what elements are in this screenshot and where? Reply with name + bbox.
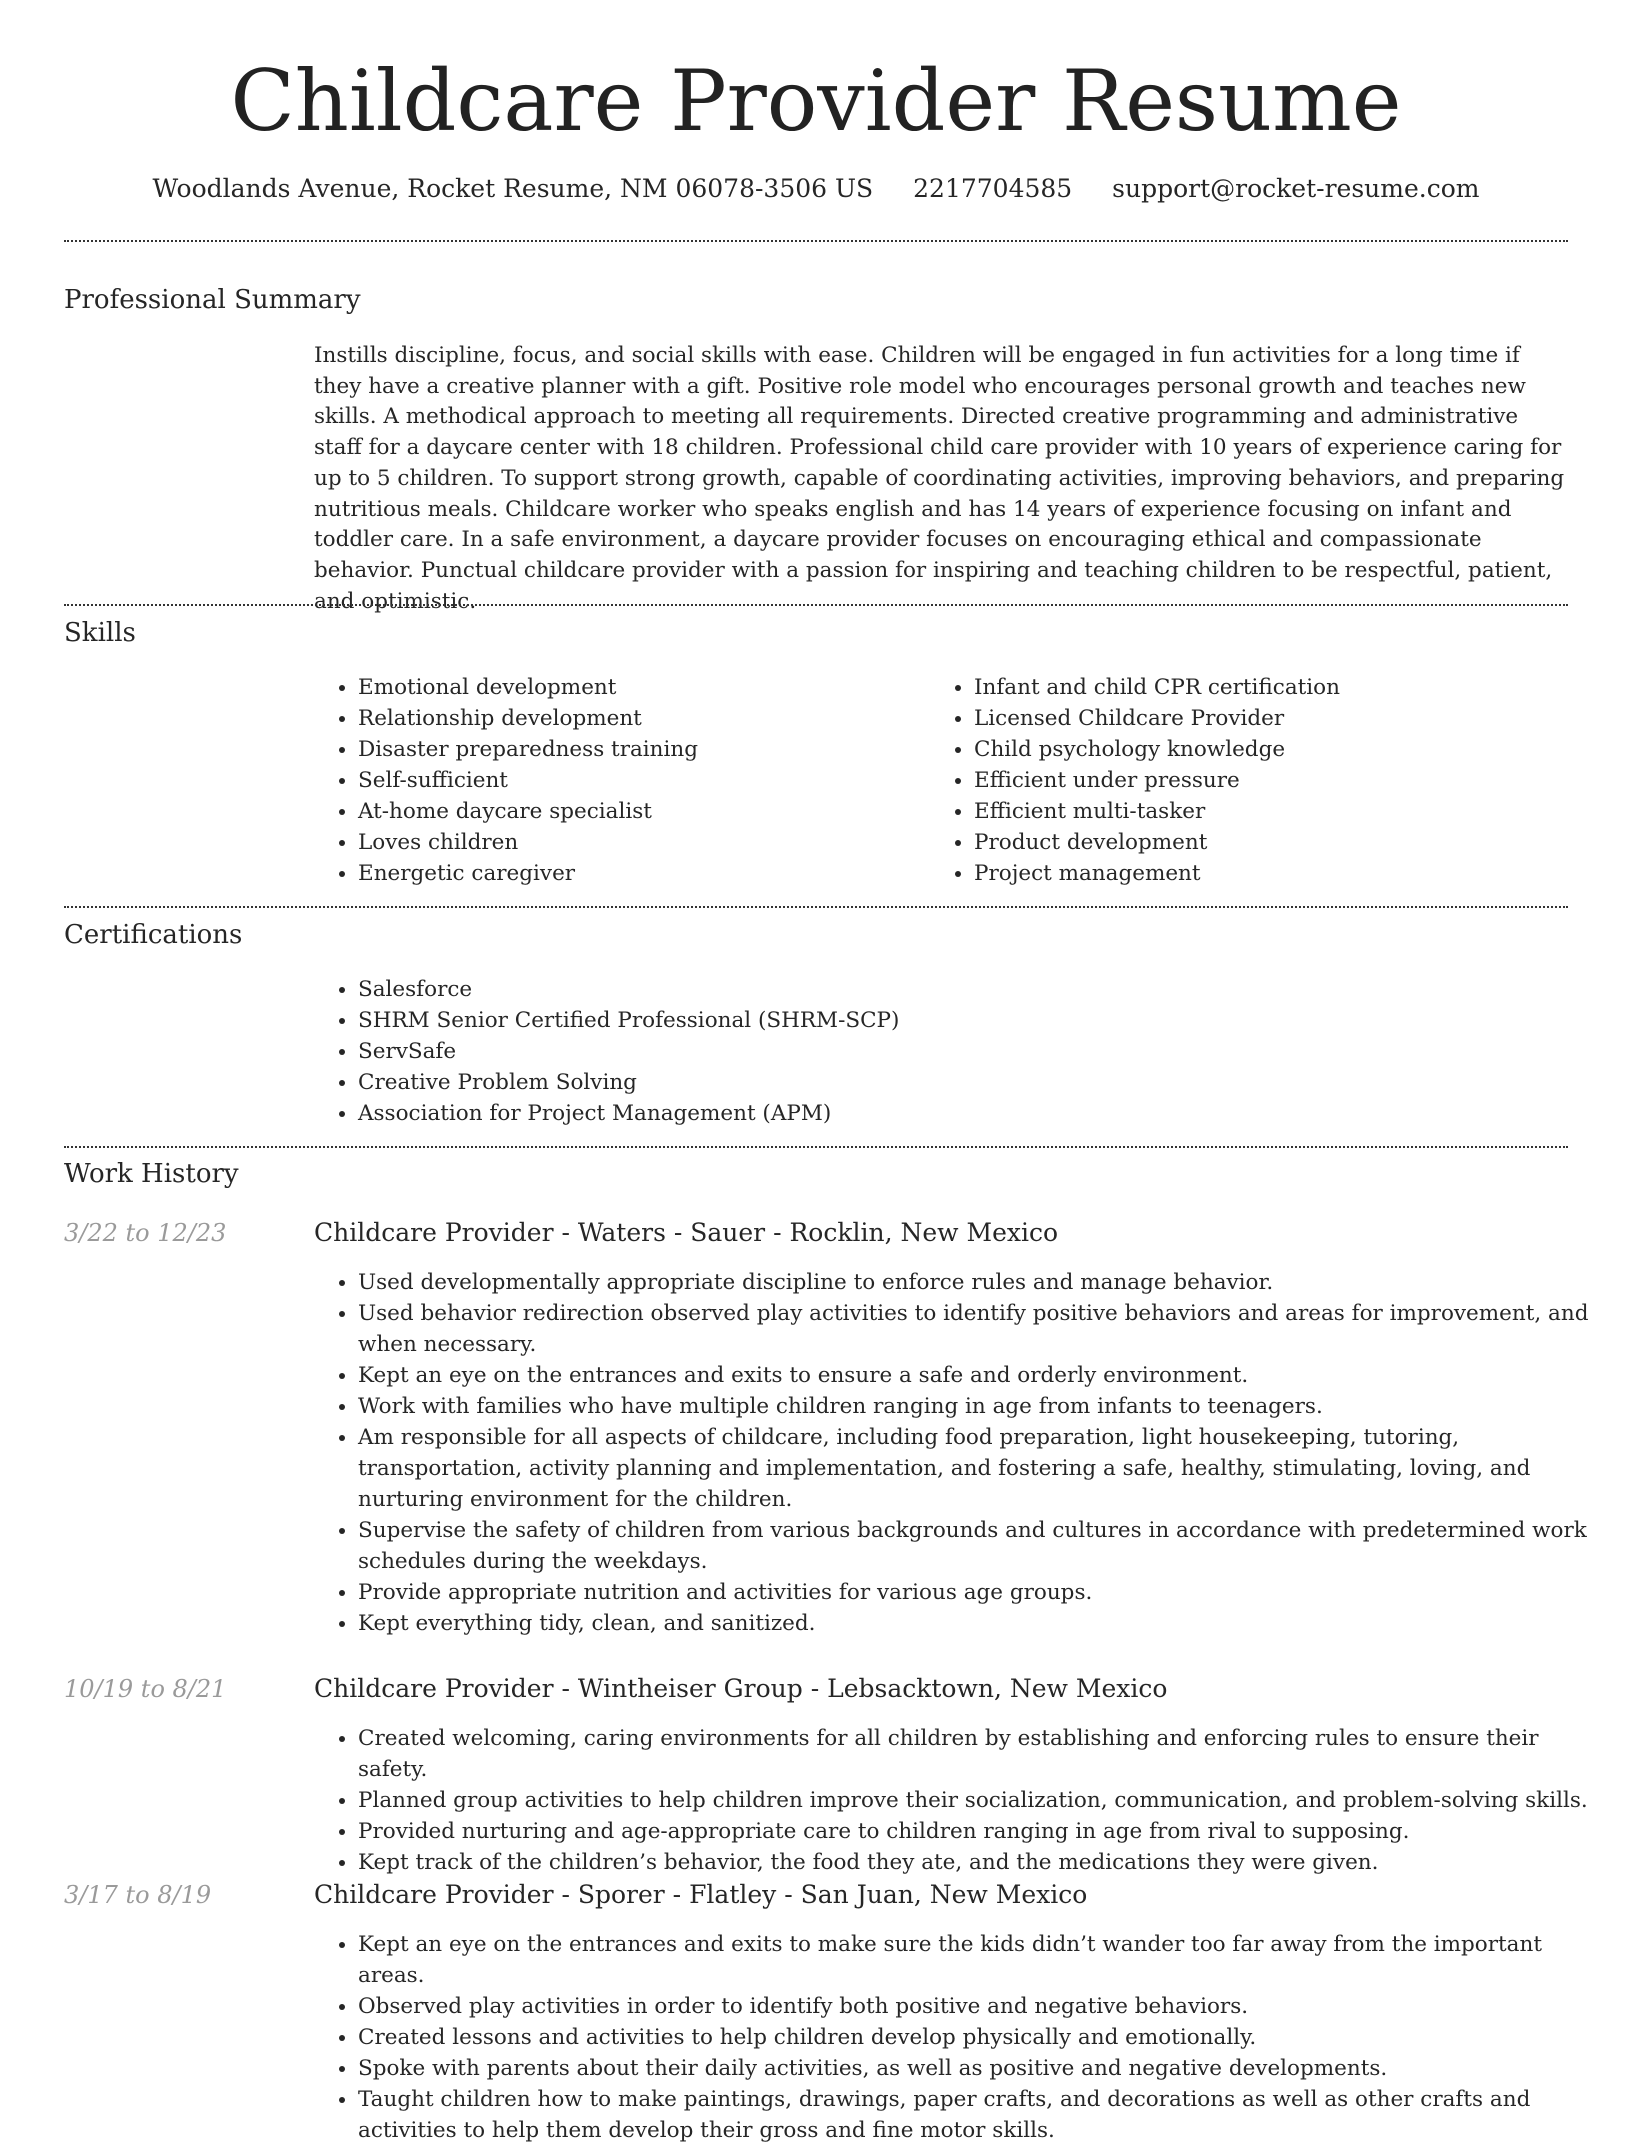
- list-item: • Provide appropriate nutrition and activities for various age groups.: [358, 1577, 1614, 1608]
- list-item: • Am responsible for all aspects of childcare, including food preparation, light housekeeping, tutoring, transportation, activity planning and implementation, and fostering a safe, healthy, stimulating, loving, and nurturing environment for the children.: [358, 1422, 1614, 1515]
- list-item: • Created welcoming, caring environments for all children by establishing and enforcing rules to ensure their safety.: [358, 1723, 1614, 1785]
- divider: [64, 604, 1568, 606]
- list-item: • Relationship development: [358, 703, 928, 734]
- job-duties-list: [314, 1723, 1614, 1878]
- summary-text: Instills discipline, focus, and social skills with ease. Children will be engaged in fun activities for a long time if they have a creative planner with a gift. Positive role model who encourages personal growth and teaches new skills. A methodical approach to meeting all requirements. Directed creative programming and administrative staff for a daycare center with 18 children. Professional child care provider with 10 years of experience caring for up to 5 children. To support strong growth, capable of coordinating activities, improving behaviors, and preparing nutritious meals. Childcare worker who speaks english and has 14 years of experience focusing on infant and toddler care. In a safe environment, a daycare provider focuses on encouraging ethical and compassionate behavior. Punctual childcare provider with a passion for inspiring and teaching children to be respectful, patient, and optimistic.: [314, 343, 1565, 614]
- list-item: • Association for Project Management (APM): [358, 1098, 1558, 1129]
- list-item: • Creative Problem Solving: [358, 1067, 1558, 1098]
- contact-phone: 2217704585: [913, 174, 1073, 203]
- list-item: • Efficient under pressure: [974, 765, 1574, 796]
- job-duties-list: [314, 1267, 1614, 1639]
- list-item: • Kept an eye on the entrances and exits to make sure the kids didn’t wander too far away from the important areas.: [358, 1929, 1614, 1991]
- list-item: • Kept track of the children’s behavior, the food they ate, and the medications they were given.: [358, 1847, 1614, 1878]
- contact-email: support@rocket-resume.com: [1112, 174, 1480, 203]
- job-duties-list: [314, 1929, 1614, 2146]
- list-item: • Child psychology knowledge: [974, 734, 1574, 765]
- list-item: • Work with families who have multiple children ranging in age from infants to teenagers.: [358, 1391, 1614, 1422]
- list-item: • Planned group activities to help children improve their socialization, communication, and problem-solving skills.: [358, 1785, 1614, 1816]
- list-item: • Used developmentally appropriate discipline to enforce rules and manage behavior.: [358, 1267, 1614, 1298]
- list-item: • Created lessons and activities to help children develop physically and emotionally.: [358, 2022, 1614, 2053]
- list-item: • Spoke with parents about their daily activities, as well as positive and negative developments.: [358, 2053, 1614, 2084]
- divider: [64, 1146, 1568, 1148]
- list-item: • Observed play activities in order to identify both positive and negative behaviors.: [358, 1991, 1614, 2022]
- job-dates: 10/19 to 8/21: [64, 1675, 227, 1703]
- section-title-work-history: Work History: [64, 1159, 239, 1189]
- skills-list-left: [314, 672, 928, 889]
- list-item: • Efficient multi-tasker: [974, 796, 1574, 827]
- list-item: • SHRM Senior Certified Professional (SHRM-SCP): [358, 1005, 1558, 1036]
- skills-list-right: [930, 672, 1574, 889]
- list-item: • Emotional development: [358, 672, 928, 703]
- list-item: • Supervise the safety of children from various backgrounds and cultures in accordance with predetermined work schedules during the weekdays.: [358, 1515, 1614, 1577]
- contact-line: [0, 170, 1632, 208]
- job-title: Childcare Provider - Sporer - Flatley - San Juan, New Mexico: [314, 1880, 1088, 1909]
- job-title: Childcare Provider - Wintheiser Group - Lebsacktown, New Mexico: [314, 1674, 1168, 1703]
- list-item: • Salesforce: [358, 974, 1558, 1005]
- list-item: • Project management: [974, 858, 1574, 889]
- job-dates: 3/17 to 8/19: [64, 1881, 212, 1909]
- list-item: • At-home daycare specialist: [358, 796, 928, 827]
- list-item: • Disaster preparedness training: [358, 734, 928, 765]
- contact-address: Woodlands Avenue, Rocket Resume, NM 06078-3506 US: [152, 174, 874, 203]
- section-title-summary: Professional Summary: [64, 285, 361, 315]
- list-item: • Taught children how to make paintings, drawings, paper crafts, and decorations as well as other crafts and activities to help them develop their gross and fine motor skills.: [358, 2084, 1614, 2146]
- list-item: • Kept an eye on the entrances and exits to ensure a safe and orderly environment.: [358, 1360, 1614, 1391]
- divider: [64, 906, 1568, 908]
- section-title-certifications: Certifications: [64, 920, 243, 950]
- list-item: • Energetic caregiver: [358, 858, 928, 889]
- list-item: • Self-sufficient: [358, 765, 928, 796]
- job-title: Childcare Provider - Waters - Sauer - Rocklin, New Mexico: [314, 1218, 1059, 1247]
- list-item: • Infant and child CPR certification: [974, 672, 1574, 703]
- list-item: • Kept everything tidy, clean, and sanitized.: [358, 1608, 1614, 1639]
- list-item: • ServSafe: [358, 1036, 1558, 1067]
- certifications-list: [314, 974, 1558, 1129]
- divider: [64, 240, 1568, 242]
- list-item: • Product development: [974, 827, 1574, 858]
- list-item: • Loves children: [358, 827, 928, 858]
- resume-title: Childcare Provider Resume: [230, 52, 1402, 150]
- list-item: • Provided nurturing and age-appropriate care to children ranging in age from rival to supposing.: [358, 1816, 1614, 1847]
- list-item: • Licensed Childcare Provider: [974, 703, 1574, 734]
- job-dates: 3/22 to 12/23: [64, 1219, 227, 1247]
- section-title-skills: Skills: [64, 618, 136, 648]
- list-item: • Used behavior redirection observed play activities to identify positive behaviors and areas for improvement, and when necessary.: [358, 1298, 1614, 1360]
